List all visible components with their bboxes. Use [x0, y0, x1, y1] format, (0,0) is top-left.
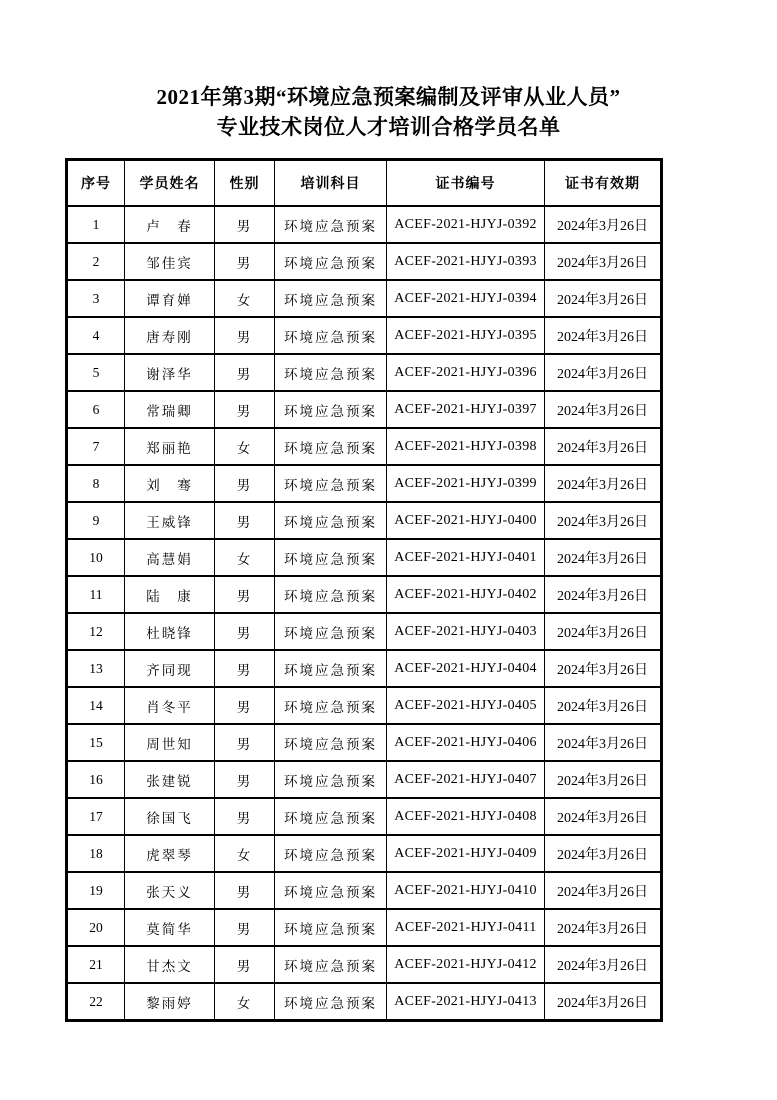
- cell-gender: 男: [215, 872, 275, 909]
- cell-certificate-no: ACEF-2021-HJYJ-0397: [387, 391, 545, 428]
- table-row: [67, 428, 662, 465]
- table-row: [67, 243, 662, 280]
- cell-training-subject: 环境应急预案: [275, 798, 387, 835]
- cell-valid-until: 2024年3月26日: [545, 539, 662, 576]
- cell-gender: 男: [215, 243, 275, 280]
- cell-serial-number: 12: [67, 613, 125, 650]
- cell-gender: 女: [215, 983, 275, 1021]
- cell-serial-number: 13: [67, 650, 125, 687]
- column-header: 证书有效期: [545, 160, 662, 207]
- column-header: 证书编号: [387, 160, 545, 207]
- cell-serial-number: 5: [67, 354, 125, 391]
- cell-valid-until: 2024年3月26日: [545, 687, 662, 724]
- cell-certificate-no: ACEF-2021-HJYJ-0408: [387, 798, 545, 835]
- cell-valid-until: 2024年3月26日: [545, 465, 662, 502]
- cell-student-name: 陆 康: [125, 576, 215, 613]
- cell-certificate-no: ACEF-2021-HJYJ-0398: [387, 428, 545, 465]
- cell-serial-number: 4: [67, 317, 125, 354]
- cell-student-name: 郑丽艳: [125, 428, 215, 465]
- graduates-table: [65, 158, 663, 1022]
- cell-serial-number: 7: [67, 428, 125, 465]
- table-row: [67, 391, 662, 428]
- cell-certificate-no: ACEF-2021-HJYJ-0394: [387, 280, 545, 317]
- table-row: [67, 650, 662, 687]
- cell-serial-number: 6: [67, 391, 125, 428]
- cell-serial-number: 11: [67, 576, 125, 613]
- cell-gender: 男: [215, 465, 275, 502]
- cell-certificate-no: ACEF-2021-HJYJ-0399: [387, 465, 545, 502]
- table-header-row: [67, 160, 662, 207]
- cell-training-subject: 环境应急预案: [275, 761, 387, 798]
- cell-serial-number: 21: [67, 946, 125, 983]
- cell-training-subject: 环境应急预案: [275, 317, 387, 354]
- cell-serial-number: 22: [67, 983, 125, 1021]
- table-row: [67, 872, 662, 909]
- cell-gender: 男: [215, 391, 275, 428]
- cell-gender: 女: [215, 539, 275, 576]
- cell-valid-until: 2024年3月26日: [545, 317, 662, 354]
- cell-valid-until: 2024年3月26日: [545, 354, 662, 391]
- page-title-line1: 2021年第3期“环境应急预案编制及评审从业人员”: [156, 85, 621, 109]
- cell-training-subject: 环境应急预案: [275, 835, 387, 872]
- cell-serial-number: 17: [67, 798, 125, 835]
- cell-student-name: 莫简华: [125, 909, 215, 946]
- cell-certificate-no: ACEF-2021-HJYJ-0412: [387, 946, 545, 983]
- cell-training-subject: 环境应急预案: [275, 354, 387, 391]
- cell-student-name: 甘杰文: [125, 946, 215, 983]
- column-header: 学员姓名: [125, 160, 215, 207]
- table-row: [67, 724, 662, 761]
- cell-serial-number: 9: [67, 502, 125, 539]
- cell-gender: 男: [215, 206, 275, 243]
- cell-gender: 男: [215, 798, 275, 835]
- table-row: [67, 354, 662, 391]
- cell-valid-until: 2024年3月26日: [545, 761, 662, 798]
- cell-training-subject: 环境应急预案: [275, 872, 387, 909]
- cell-serial-number: 8: [67, 465, 125, 502]
- cell-training-subject: 环境应急预案: [275, 650, 387, 687]
- cell-training-subject: 环境应急预案: [275, 576, 387, 613]
- table-row: [67, 539, 662, 576]
- cell-certificate-no: ACEF-2021-HJYJ-0403: [387, 613, 545, 650]
- cell-student-name: 杜晓锋: [125, 613, 215, 650]
- cell-certificate-no: ACEF-2021-HJYJ-0404: [387, 650, 545, 687]
- cell-certificate-no: ACEF-2021-HJYJ-0392: [387, 206, 545, 243]
- table-row: [67, 206, 662, 243]
- table-row: [67, 983, 662, 1021]
- cell-valid-until: 2024年3月26日: [545, 243, 662, 280]
- cell-valid-until: 2024年3月26日: [545, 576, 662, 613]
- cell-student-name: 唐寿刚: [125, 317, 215, 354]
- table-row: [67, 502, 662, 539]
- cell-training-subject: 环境应急预案: [275, 391, 387, 428]
- cell-certificate-no: ACEF-2021-HJYJ-0395: [387, 317, 545, 354]
- cell-serial-number: 18: [67, 835, 125, 872]
- table-row: [67, 280, 662, 317]
- cell-valid-until: 2024年3月26日: [545, 724, 662, 761]
- cell-gender: 男: [215, 761, 275, 798]
- cell-serial-number: 14: [67, 687, 125, 724]
- cell-valid-until: 2024年3月26日: [545, 946, 662, 983]
- cell-valid-until: 2024年3月26日: [545, 280, 662, 317]
- cell-training-subject: 环境应急预案: [275, 428, 387, 465]
- cell-student-name: 虎翠琴: [125, 835, 215, 872]
- cell-certificate-no: ACEF-2021-HJYJ-0402: [387, 576, 545, 613]
- cell-training-subject: 环境应急预案: [275, 465, 387, 502]
- cell-student-name: 齐同现: [125, 650, 215, 687]
- cell-training-subject: 环境应急预案: [275, 206, 387, 243]
- cell-certificate-no: ACEF-2021-HJYJ-0413: [387, 983, 545, 1021]
- cell-training-subject: 环境应急预案: [275, 946, 387, 983]
- cell-serial-number: 15: [67, 724, 125, 761]
- cell-student-name: 周世知: [125, 724, 215, 761]
- cell-training-subject: 环境应急预案: [275, 724, 387, 761]
- column-header: 性别: [215, 160, 275, 207]
- cell-student-name: 谭育婵: [125, 280, 215, 317]
- cell-valid-until: 2024年3月26日: [545, 650, 662, 687]
- cell-gender: 女: [215, 280, 275, 317]
- table-row: [67, 687, 662, 724]
- cell-valid-until: 2024年3月26日: [545, 909, 662, 946]
- cell-gender: 男: [215, 576, 275, 613]
- cell-serial-number: 1: [67, 206, 125, 243]
- table-row: [67, 613, 662, 650]
- cell-student-name: 黎雨婷: [125, 983, 215, 1021]
- cell-serial-number: 3: [67, 280, 125, 317]
- cell-serial-number: 2: [67, 243, 125, 280]
- cell-valid-until: 2024年3月26日: [545, 428, 662, 465]
- column-header: 序号: [67, 160, 125, 207]
- cell-student-name: 张建锐: [125, 761, 215, 798]
- cell-certificate-no: ACEF-2021-HJYJ-0411: [387, 909, 545, 946]
- cell-student-name: 王威锋: [125, 502, 215, 539]
- cell-training-subject: 环境应急预案: [275, 502, 387, 539]
- cell-valid-until: 2024年3月26日: [545, 613, 662, 650]
- cell-gender: 男: [215, 946, 275, 983]
- cell-training-subject: 环境应急预案: [275, 613, 387, 650]
- cell-certificate-no: ACEF-2021-HJYJ-0405: [387, 687, 545, 724]
- cell-training-subject: 环境应急预案: [275, 687, 387, 724]
- table-row: [67, 465, 662, 502]
- cell-certificate-no: ACEF-2021-HJYJ-0396: [387, 354, 545, 391]
- table-row: [67, 761, 662, 798]
- cell-certificate-no: ACEF-2021-HJYJ-0406: [387, 724, 545, 761]
- cell-training-subject: 环境应急预案: [275, 909, 387, 946]
- table-row: [67, 835, 662, 872]
- cell-gender: 男: [215, 502, 275, 539]
- cell-student-name: 刘 骞: [125, 465, 215, 502]
- cell-certificate-no: ACEF-2021-HJYJ-0393: [387, 243, 545, 280]
- table-row: [67, 317, 662, 354]
- cell-certificate-no: ACEF-2021-HJYJ-0400: [387, 502, 545, 539]
- cell-gender: 女: [215, 835, 275, 872]
- cell-training-subject: 环境应急预案: [275, 280, 387, 317]
- cell-valid-until: 2024年3月26日: [545, 872, 662, 909]
- cell-gender: 男: [215, 354, 275, 391]
- cell-valid-until: 2024年3月26日: [545, 502, 662, 539]
- cell-valid-until: 2024年3月26日: [545, 206, 662, 243]
- cell-student-name: 高慧娟: [125, 539, 215, 576]
- table-row: [67, 576, 662, 613]
- page-title-line2: 专业技术岗位人才培训合格学员名单: [216, 115, 561, 139]
- cell-training-subject: 环境应急预案: [275, 539, 387, 576]
- cell-student-name: 常瑞卿: [125, 391, 215, 428]
- cell-gender: 男: [215, 909, 275, 946]
- cell-gender: 男: [215, 613, 275, 650]
- column-header: 培训科目: [275, 160, 387, 207]
- cell-valid-until: 2024年3月26日: [545, 983, 662, 1021]
- cell-gender: 男: [215, 650, 275, 687]
- table-row: [67, 909, 662, 946]
- cell-certificate-no: ACEF-2021-HJYJ-0407: [387, 761, 545, 798]
- cell-serial-number: 20: [67, 909, 125, 946]
- cell-serial-number: 10: [67, 539, 125, 576]
- cell-serial-number: 19: [67, 872, 125, 909]
- cell-certificate-no: ACEF-2021-HJYJ-0410: [387, 872, 545, 909]
- cell-student-name: 肖冬平: [125, 687, 215, 724]
- cell-student-name: 徐国飞: [125, 798, 215, 835]
- table-row: [67, 946, 662, 983]
- cell-valid-until: 2024年3月26日: [545, 391, 662, 428]
- cell-student-name: 张天义: [125, 872, 215, 909]
- cell-certificate-no: ACEF-2021-HJYJ-0409: [387, 835, 545, 872]
- table-row: [67, 798, 662, 835]
- cell-valid-until: 2024年3月26日: [545, 798, 662, 835]
- cell-training-subject: 环境应急预案: [275, 983, 387, 1021]
- cell-training-subject: 环境应急预案: [275, 243, 387, 280]
- cell-student-name: 邹佳宾: [125, 243, 215, 280]
- page-title: [0, 0, 777, 142]
- cell-serial-number: 16: [67, 761, 125, 798]
- table-body: [67, 206, 662, 1021]
- cell-student-name: 谢泽华: [125, 354, 215, 391]
- cell-student-name: 卢 春: [125, 206, 215, 243]
- cell-certificate-no: ACEF-2021-HJYJ-0401: [387, 539, 545, 576]
- cell-gender: 男: [215, 687, 275, 724]
- cell-valid-until: 2024年3月26日: [545, 835, 662, 872]
- cell-gender: 男: [215, 724, 275, 761]
- cell-gender: 女: [215, 428, 275, 465]
- cell-gender: 男: [215, 317, 275, 354]
